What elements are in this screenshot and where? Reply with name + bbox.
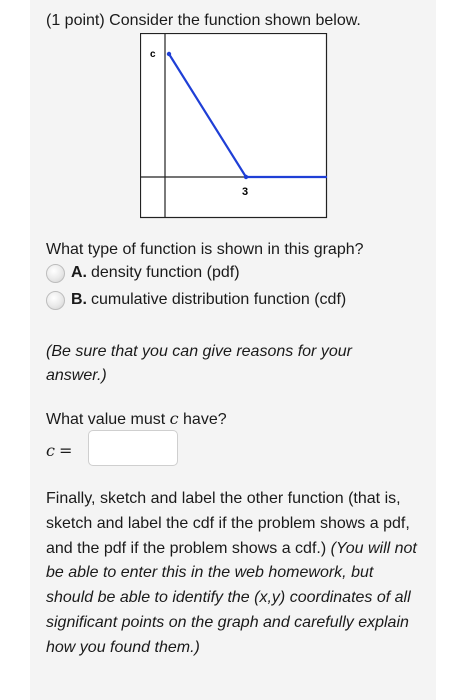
c-label [46,441,72,461]
reason-note-line-1: (Be sure that you can give reasons for your [46,343,352,360]
option-b[interactable] [46,290,346,310]
final-text-italic: (You will not be able to enter this in the web homework, but should be able to identify the (x,y) coordinates of all significant points on the graph and carefully explain how you found them.) [46,539,417,656]
c-answer-input[interactable] [88,430,178,466]
question-value [46,409,227,430]
question-type: What type of function is shown in this graph? [46,241,364,258]
graph-svg [140,33,328,219]
problem-intro: (1 point) Consider the function shown below. [46,12,361,29]
function-graph [140,33,328,224]
x-axis-label: 3 [242,186,249,198]
radio-option-b[interactable] [46,291,65,310]
reason-note-line-2: answer.) [46,367,107,384]
line-vertex [244,175,248,179]
c-variable: c [46,441,55,460]
option-a[interactable] [46,263,240,283]
equals-sign: = [58,441,73,460]
y-axis-label: c [150,49,156,60]
option-a-text: density function (pdf) [91,264,240,281]
final-text-normal: Finally, sketch and label the other function (that is, sketch and label the cdf if the problem shows a pdf, and the pdf if the problem shows a cdf.) [46,490,410,557]
radio-option-a[interactable] [46,264,65,283]
q2-text: What value must [46,411,166,428]
q2-end: have? [183,411,227,428]
option-b-letter: B. [71,291,87,308]
option-b-text: cumulative distribution function (cdf) [91,291,347,308]
q2-variable: c [169,409,179,428]
option-a-letter: A. [71,264,87,281]
final-instructions [46,487,418,661]
line-endpoint [167,52,171,56]
graph-frame [141,34,327,218]
